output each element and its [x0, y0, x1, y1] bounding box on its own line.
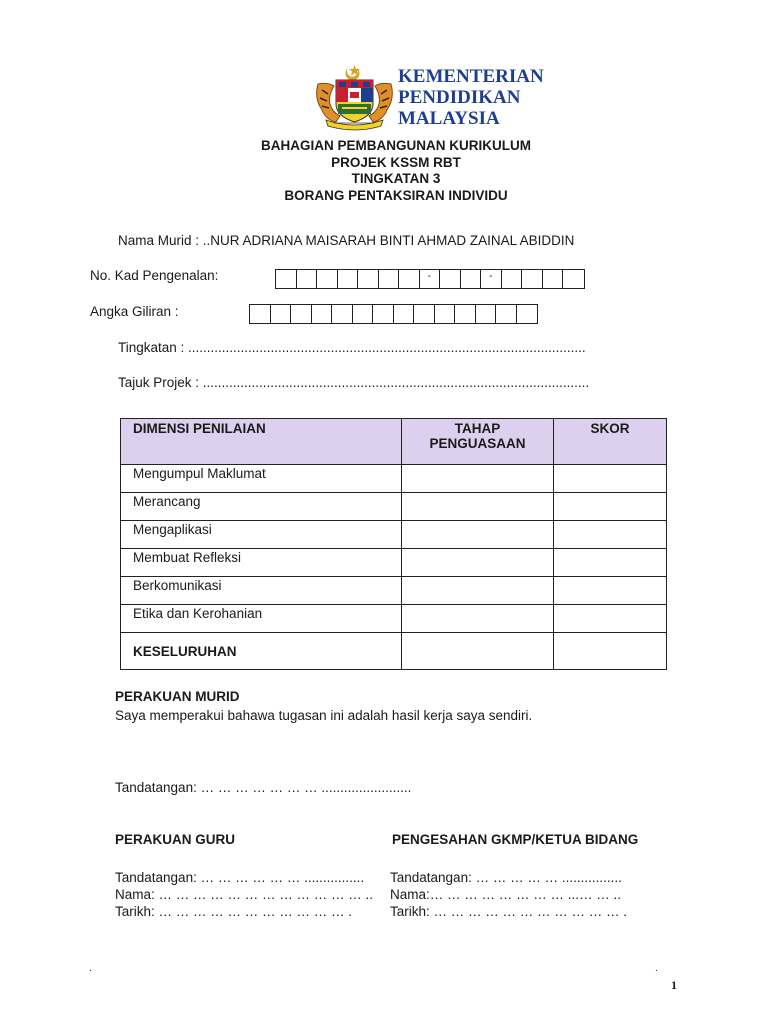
dimension-cell: Mengumpul Maklumat: [121, 465, 402, 493]
form-level-field[interactable]: Tingkatan : ..........................................................................................................: [118, 340, 586, 355]
mastery-cell[interactable]: [402, 493, 554, 521]
ic-digit-box[interactable]: [276, 270, 297, 288]
total-score-cell[interactable]: [554, 633, 667, 670]
roll-digit-box[interactable]: [291, 305, 312, 323]
score-cell[interactable]: [554, 521, 667, 549]
ministry-line-3: MALAYSIA: [398, 108, 500, 129]
verification-signature-block: [390, 869, 627, 920]
roll-digit-box[interactable]: [353, 305, 374, 323]
student-signature-field[interactable]: Tandatangan: … … … … … … … ........................: [115, 780, 412, 795]
page-number: 1: [671, 978, 677, 992]
ic-digit-box[interactable]: [543, 270, 564, 288]
score-cell[interactable]: [554, 549, 667, 577]
score-cell[interactable]: [554, 605, 667, 633]
roll-digit-box[interactable]: [496, 305, 517, 323]
dimension-cell: Merancang: [121, 493, 402, 521]
ic-digit-box[interactable]: [297, 270, 318, 288]
roll-digit-box[interactable]: [414, 305, 435, 323]
heading-form-level: TINGKATAN 3: [351, 171, 441, 186]
roll-digit-box[interactable]: [332, 305, 353, 323]
total-mastery-cell[interactable]: [402, 633, 554, 670]
ic-digit-box[interactable]: -: [481, 270, 502, 288]
table-row: [121, 521, 667, 549]
heading-division: BAHAGIAN PEMBANGUNAN KURIKULUM: [261, 138, 531, 153]
ic-digit-box[interactable]: [379, 270, 400, 288]
table-header-row: [121, 419, 667, 465]
verifier-date-field[interactable]: Tarikh: … … … … … … … … … … … .: [390, 904, 628, 919]
roll-digit-box[interactable]: [517, 305, 538, 323]
ministry-name: [398, 67, 544, 130]
ic-digit-box[interactable]: [399, 270, 420, 288]
total-label-cell: KESELURUHAN: [121, 633, 402, 670]
footer-right-mark: .: [655, 963, 658, 974]
header-score: SKOR: [554, 419, 667, 465]
dimension-cell: Berkomunikasi: [121, 577, 402, 605]
header-mastery-level: TAHAP PENGUASAAN: [402, 419, 554, 465]
malaysia-crest-logo: [312, 64, 397, 132]
teacher-signature-field[interactable]: Tandatangan: … … … … … … ................: [115, 870, 365, 885]
mastery-cell[interactable]: [402, 577, 554, 605]
student-declaration-title: PERAKUAN MURID: [115, 689, 240, 704]
roll-number-boxes[interactable]: [249, 304, 538, 324]
ic-digit-box[interactable]: -: [420, 270, 441, 288]
table-total-row: [121, 633, 667, 670]
verifier-name-field[interactable]: Nama:… … … … … … … … ...… … ..: [390, 887, 622, 902]
teacher-date-field[interactable]: Tarikh: … … … … … … … … … … … .: [115, 904, 353, 919]
student-declaration-text: Saya memperakui bahawa tugasan ini adalah hasil kerja saya sendiri.: [115, 708, 533, 723]
table-row: [121, 465, 667, 493]
ic-digit-box[interactable]: [317, 270, 338, 288]
ic-digit-box[interactable]: [563, 270, 584, 288]
heading-form-title: BORANG PENTAKSIRAN INDIVIDU: [284, 187, 508, 203]
ic-number-label: No. Kad Pengenalan:: [90, 268, 219, 283]
mastery-cell[interactable]: [402, 549, 554, 577]
teacher-signature-block: [115, 869, 373, 920]
roll-digit-box[interactable]: [455, 305, 476, 323]
teacher-name-field[interactable]: Nama: … … … … … … … … … … … … ..: [115, 887, 374, 902]
mastery-cell[interactable]: [402, 605, 554, 633]
roll-digit-box[interactable]: [271, 305, 292, 323]
ic-digit-box[interactable]: [502, 270, 523, 288]
heading-project: PROJEK KSSM RBT: [331, 154, 461, 170]
assessment-table: [120, 418, 667, 670]
score-cell[interactable]: [554, 465, 667, 493]
ic-digit-box[interactable]: [522, 270, 543, 288]
mastery-cell[interactable]: [402, 521, 554, 549]
ic-digit-box[interactable]: [338, 270, 359, 288]
table-row: [121, 493, 667, 521]
dimension-cell: Membuat Refleksi: [121, 549, 402, 577]
roll-digit-box[interactable]: [250, 305, 271, 323]
mastery-cell[interactable]: [402, 465, 554, 493]
roll-number-label: Angka Giliran :: [90, 304, 179, 319]
ic-digit-box[interactable]: [440, 270, 461, 288]
roll-digit-box[interactable]: [373, 305, 394, 323]
ic-digit-box[interactable]: [461, 270, 482, 288]
score-cell[interactable]: [554, 577, 667, 605]
roll-digit-box[interactable]: [394, 305, 415, 323]
ministry-line-1: KEMENTERIAN: [398, 66, 544, 87]
table-row: [121, 549, 667, 577]
ic-digit-box[interactable]: [358, 270, 379, 288]
document-heading: [0, 138, 768, 204]
teacher-declaration-title: PERAKUAN GURU: [115, 832, 236, 847]
dimension-cell: Mengaplikasi: [121, 521, 402, 549]
student-name-field[interactable]: Nama Murid : ..NUR ADRIANA MAISARAH BINTI AHMAD ZAINAL ABIDDIN: [118, 233, 575, 248]
roll-digit-box[interactable]: [476, 305, 497, 323]
verification-title: PENGESAHAN GKMP/KETUA BIDANG: [392, 832, 639, 847]
table-row: [121, 577, 667, 605]
table-row: [121, 605, 667, 633]
project-title-field[interactable]: Tajuk Projek : .......................................................................................................: [118, 375, 590, 390]
ministry-line-2: PENDIDIKAN: [398, 87, 521, 108]
roll-digit-box[interactable]: [435, 305, 456, 323]
score-cell[interactable]: [554, 493, 667, 521]
header-dimension: DIMENSI PENILAIAN: [121, 419, 402, 465]
verifier-signature-field[interactable]: Tandatangan: … … … … … ................: [390, 870, 622, 885]
footer-left-mark: .: [89, 963, 92, 974]
dimension-cell: Etika dan Kerohanian: [121, 605, 402, 633]
roll-digit-box[interactable]: [312, 305, 333, 323]
ic-number-boxes[interactable]: [275, 269, 585, 289]
